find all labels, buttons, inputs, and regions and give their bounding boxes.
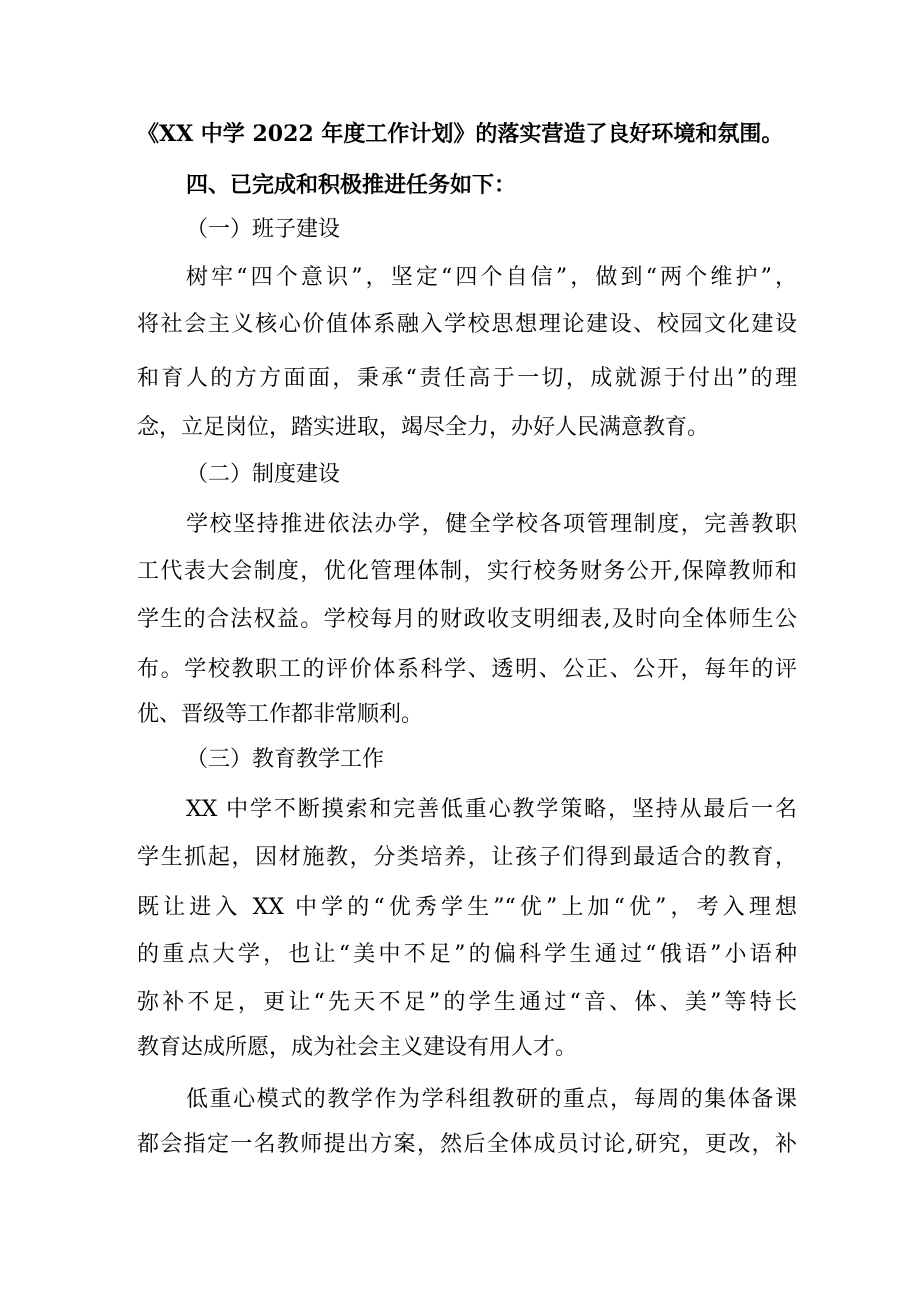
paragraph-line: 都会指定一名教师提出方案，然后全体成员讨论,研究，更改，补 bbox=[137, 1132, 797, 1157]
paragraph-line: 既让进入 XX 中学的“优秀学生”“优”上加“优”，考入理想 bbox=[137, 895, 797, 920]
paragraph-line: 布。学校教职工的评价体系科学、透明、公正、公开，每年的评 bbox=[137, 657, 797, 682]
paragraph-line: 念，立足岗位，踏实进取，竭尽全力，办好人民满意教育。 bbox=[137, 415, 710, 440]
paragraph-line: 将社会主义核心价值体系融入学校思想理论建设、校园文化建设 bbox=[137, 312, 797, 337]
paragraph-line: 弥补不足，更让“先天不足”的学生通过“音、体、美”等特长 bbox=[137, 990, 797, 1015]
paragraph-line: 的重点大学，也让“美中不足”的偏科学生通过“俄语”小语种 bbox=[137, 942, 797, 967]
intro-line: 《XX 中学 2022 年度工作计划》的落实营造了良好环境和氛围。 bbox=[137, 121, 784, 147]
paragraph-line: 工代表大会制度，优化管理体制，实行校务财务公开,保障教师和 bbox=[137, 559, 797, 584]
section-heading: 四、已完成和积极推进任务如下： bbox=[186, 172, 517, 198]
subsection-heading-1: （一）班子建设 bbox=[186, 217, 341, 242]
paragraph-line: 树牢“四个意识”，坚定“四个自信”，做到“两个维护”， bbox=[186, 265, 797, 290]
paragraph-line: 学生抓起，因材施教，分类培养，让孩子们得到最适合的教育， bbox=[137, 845, 797, 870]
paragraph-line: 学校坚持推进依法办学，健全学校各项管理制度，完善教职 bbox=[186, 512, 797, 537]
paragraph-line: 学生的合法权益。学校每月的财政收支明细表,及时向全体师生公 bbox=[137, 607, 797, 632]
subsection-heading-2: （二）制度建设 bbox=[186, 462, 341, 487]
paragraph-line: 教育达成所愿，成为社会主义建设有用人才。 bbox=[137, 1035, 578, 1060]
paragraph-line: 和育人的方方面面，秉承“责任高于一切，成就源于付出”的理 bbox=[137, 366, 797, 391]
paragraph-line: XX 中学不断摸索和完善低重心教学策略，坚持从最后一名 bbox=[186, 797, 797, 822]
subsection-heading-3: （三）教育教学工作 bbox=[186, 747, 385, 772]
paragraph-line: 低重心模式的教学作为学科组教研的重点，每周的集体备课 bbox=[186, 1087, 797, 1112]
paragraph-line: 优、晋级等工作都非常顺利。 bbox=[137, 702, 424, 727]
